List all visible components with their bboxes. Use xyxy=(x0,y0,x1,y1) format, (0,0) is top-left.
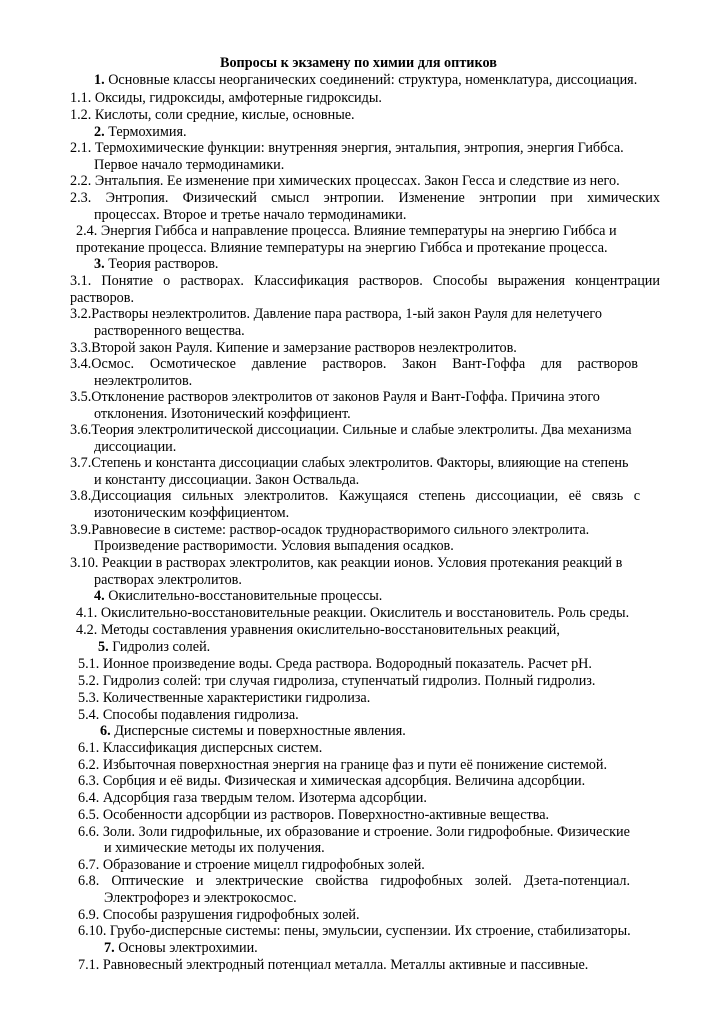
question-continuation: протекание процесса. Влияние температуры на энергию Гиббса и протекание процесса. xyxy=(76,240,608,256)
question-item: 3.9.Равновесие в системе: раствор-осадок труднорастворимого сильного электролита. xyxy=(70,522,590,538)
question-item: 5.1. Ионное произведение воды. Среда раствора. Водородный показатель. Расчет pH. xyxy=(78,656,592,672)
section-number: 5. xyxy=(98,639,109,655)
question-item: 4.2. Методы составления уравнения окислительно-восстановительных реакций, xyxy=(76,622,560,638)
question-item: 3.7.Степень и константа диссоциации слабых электролитов. Факторы, влияющие на степень xyxy=(70,455,629,471)
section-heading xyxy=(94,256,218,273)
section-title: Окислительно-восстановительные процессы. xyxy=(108,588,383,604)
question-item: 5.2. Гидролиз солей: три случая гидролиза, ступенчатый гидролиз. Полный гидролиз. xyxy=(78,673,596,689)
question-item: 4.1. Окислительно-восстановительные реакции. Окислитель и восстановитель. Роль среды. xyxy=(76,605,630,621)
section-heading xyxy=(94,72,637,89)
section-number: 4. xyxy=(94,588,105,604)
question-item: 3.6.Теория электролитической диссоциации. Сильные и слабые электролиты. Два механизма xyxy=(70,422,632,438)
question-continuation: растворах электролитов. xyxy=(94,572,242,588)
section-heading xyxy=(94,588,382,605)
section-title: Теория растворов. xyxy=(108,256,219,272)
section-number: 2. xyxy=(94,124,105,140)
section-heading xyxy=(104,940,258,957)
question-item: 1.2. Кислоты, соли средние, кислые, основные. xyxy=(70,107,355,123)
question-item: 3.3.Второй закон Рауля. Кипение и замерзание растворов неэлектролитов. xyxy=(70,340,517,356)
section-number: 6. xyxy=(100,723,111,739)
question-continuation: Произведение растворимости. Условия выпадения осадков. xyxy=(94,538,454,554)
question-item: 6.4. Адсорбция газа твердым телом. Изотерма адсорбции. xyxy=(78,790,427,806)
section-title: Основные классы неорганических соединений: структура, номенклатура, диссоциация. xyxy=(108,72,638,88)
question-item: 2.4. Энергия Гиббса и направление процесса. Влияние температуры на энергию Гиббса и xyxy=(76,223,617,239)
section-number: 1. xyxy=(94,72,105,88)
question-continuation: процессах. Второе и третье начало термодинамики. xyxy=(94,207,407,223)
question-item: 6.10. Грубо-дисперсные системы: пены, эмульсии, суспензии. Их строение, стабилизаторы. xyxy=(78,923,631,939)
section-heading xyxy=(94,124,187,141)
section-title: Гидролиз солей. xyxy=(112,639,211,655)
question-continuation: неэлектролитов. xyxy=(94,373,193,389)
question-item: 3.1. Понятие о растворах. Классификация растворов. Способы выражения концентрации xyxy=(70,273,660,289)
section-heading xyxy=(98,639,210,656)
question-continuation: и химические методы их получения. xyxy=(104,840,325,856)
question-item: 7.1. Равновесный электродный потенциал металла. Металлы активные и пассивные. xyxy=(78,957,589,973)
question-continuation: и константу диссоциации. Закон Оствальда. xyxy=(94,472,360,488)
section-heading xyxy=(100,723,406,740)
question-item: 3.2.Растворы неэлектролитов. Давление пара раствора, 1-ый закон Рауля для нелетучего xyxy=(70,306,602,322)
question-item: 2.1. Термохимические функции: внутренняя энергия, энтальпия, энтропия, энергия Гиббса. xyxy=(70,140,624,156)
question-item: 6.2. Избыточная поверхностная энергия на границе фаз и пути её понижение системой. xyxy=(78,757,608,773)
section-number: 7. xyxy=(104,940,115,956)
section-title: Термохимия. xyxy=(108,124,187,140)
question-item: 5.4. Способы подавления гидролиза. xyxy=(78,707,299,723)
question-continuation: отклонения. Изотонический коэффициент. xyxy=(94,406,351,422)
question-item: 3.5.Отклонение растворов электролитов от законов Рауля и Вант-Гоффа. Причина этого xyxy=(70,389,600,405)
question-item: 3.8.Диссоциация сильных электролитов. Кажущаяся степень диссоциации, её связь с xyxy=(70,488,640,504)
question-item: 2.3. Энтропия. Физический смысл энтропии. Изменение энтропии при химических xyxy=(70,190,660,206)
question-continuation: изотоническим коэффициентом. xyxy=(94,505,290,521)
question-continuation: растворенного вещества. xyxy=(94,323,245,339)
question-item: 6.6. Золи. Золи гидрофильные, их образование и строение. Золи гидрофобные. Физические xyxy=(78,824,630,840)
section-number: 3. xyxy=(94,256,105,272)
question-item: 6.7. Образование и строение мицелл гидрофобных золей. xyxy=(78,857,425,873)
question-item: 6.3. Сорбция и её виды. Физическая и химическая адсорбция. Величина адсорбции. xyxy=(78,773,586,789)
question-item: 2.2. Энтальпия. Ее изменение при химических процессах. Закон Гесса и следствие из него. xyxy=(70,173,620,189)
question-item: 3.10. Реакции в растворах электролитов, как реакции ионов. Условия протекания реакций в xyxy=(70,555,623,571)
question-continuation: растворов. xyxy=(70,290,135,306)
section-title: Основы электрохимии. xyxy=(118,940,258,956)
question-continuation: диссоциации. xyxy=(94,439,177,455)
section-title: Дисперсные системы и поверхностные явления. xyxy=(114,723,406,739)
question-item: 1.1. Оксиды, гидроксиды, амфотерные гидроксиды. xyxy=(70,90,382,106)
question-item: 6.8. Оптические и электрические свойства гидрофобных золей. Дзета-потенциал. xyxy=(78,873,630,889)
page-title: Вопросы к экзамену по химии для оптиков xyxy=(220,55,497,71)
question-continuation: Первое начало термодинамики. xyxy=(94,157,285,173)
question-item: 3.4.Осмос. Осмотическое давление растворов. Закон Вант-Гоффа для растворов xyxy=(70,356,638,372)
question-item: 6.9. Способы разрушения гидрофобных золей. xyxy=(78,907,360,923)
question-item: 6.5. Особенности адсорбции из растворов. Поверхностно-активные вещества. xyxy=(78,807,550,823)
question-continuation: Электрофорез и электрокосмос. xyxy=(104,890,297,906)
question-item: 6.1. Классификация дисперсных систем. xyxy=(78,740,323,756)
question-item: 5.3. Количественные характеристики гидролиза. xyxy=(78,690,371,706)
